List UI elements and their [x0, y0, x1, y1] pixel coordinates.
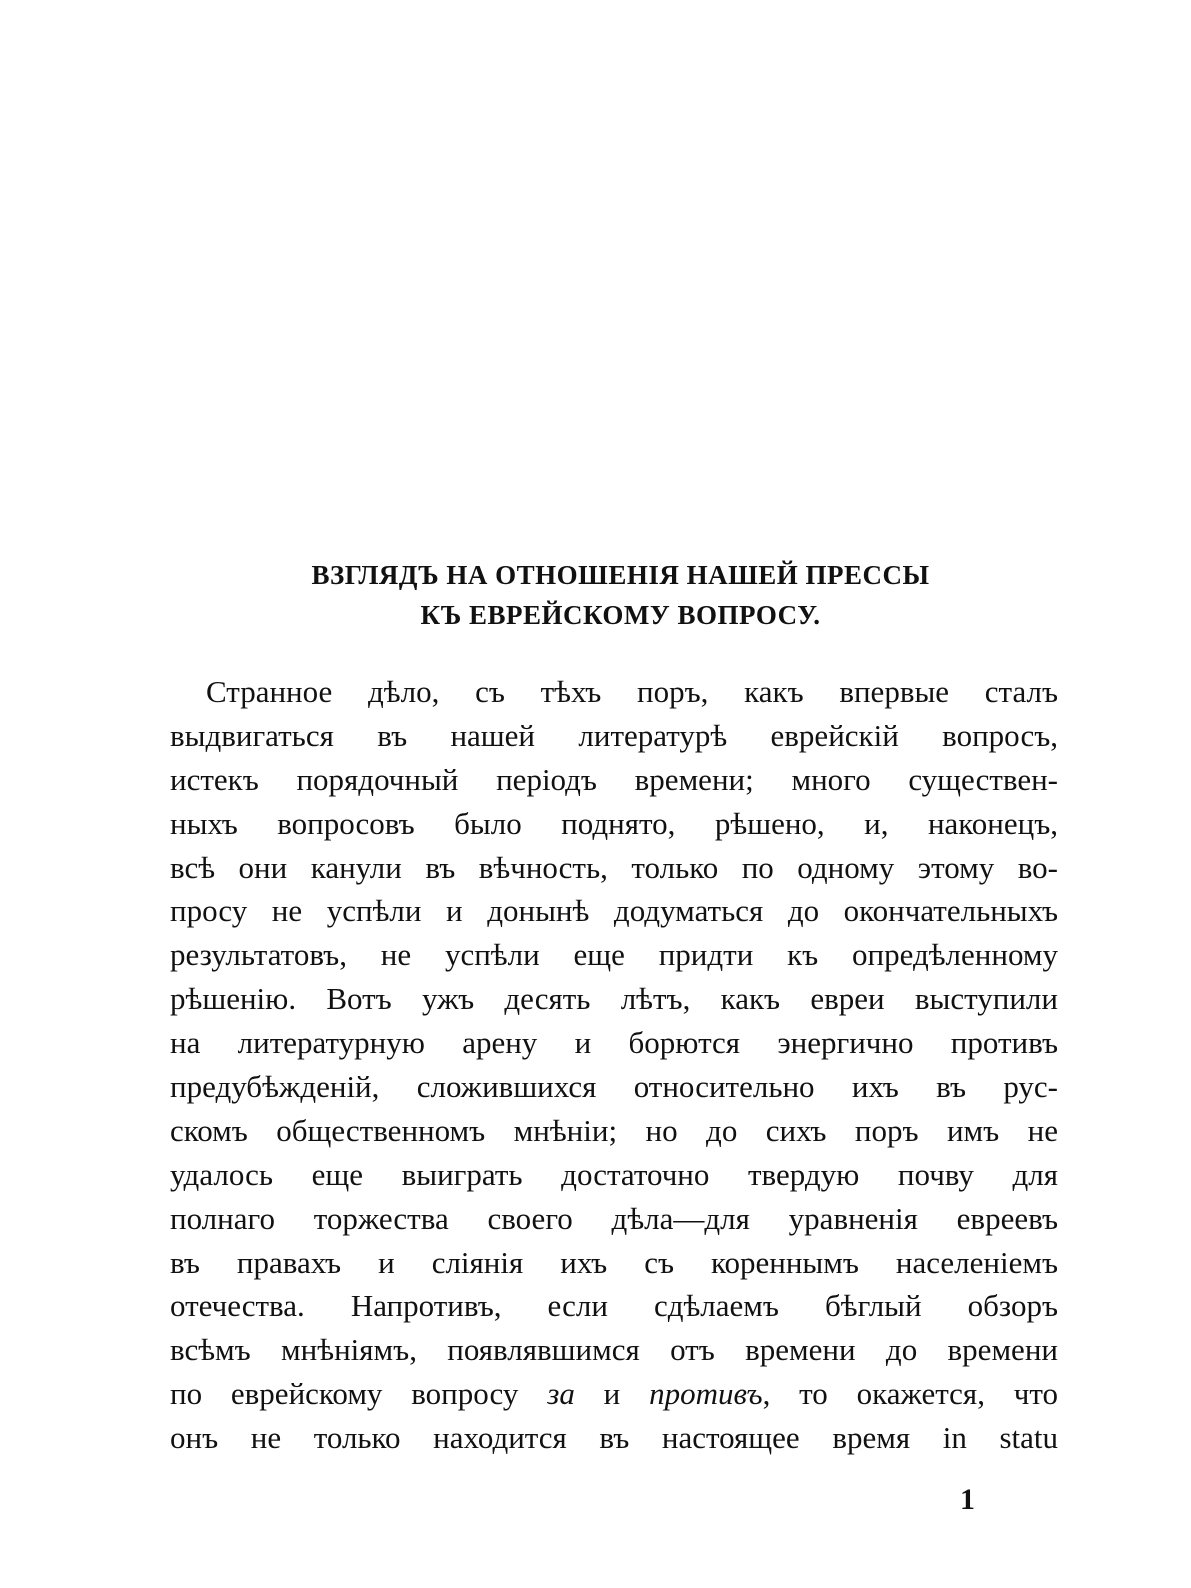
text-line: отечества. Напротивъ, если сдѣлаемъ бѣглый обзоръ — [170, 1288, 1058, 1324]
text-line: въ правахъ и сліянія ихъ съ кореннымъ населеніемъ — [170, 1244, 1058, 1280]
text-line: истекъ порядочный періодъ времени; много существен- — [170, 761, 1058, 797]
italic-word: за — [547, 1376, 575, 1412]
chapter-title-line-2: КЪ ЕВРЕЙСКОМУ ВОПРОСУ. — [420, 600, 821, 630]
text-line: всѣ они канули въ вѣчность, только по одному этому во- — [170, 849, 1058, 885]
text-segment: , то окажется, что — [762, 1376, 1058, 1412]
text-segment: и — [574, 1376, 650, 1412]
text-line: рѣшенію. Вотъ ужъ десять лѣтъ, какъ евреи выступили — [170, 981, 1058, 1017]
page-number: 1 — [960, 1483, 975, 1516]
text-line: полнаго торжества своего дѣла—для уравненія евреевъ — [170, 1200, 1058, 1236]
text-line: Странное дѣло, съ тѣхъ поръ, какъ впервые сталъ — [206, 674, 1058, 709]
text-line: предубѣжденій, сложившихся относительно ихъ въ рус- — [170, 1069, 1058, 1105]
text-line: выдвигаться въ нашей литературѣ еврейскій вопросъ, — [170, 717, 1058, 753]
chapter-title-line-1: ВЗГЛЯДЪ НА ОТНОШЕНІЯ НАШЕЙ ПРЕССЫ — [311, 560, 930, 590]
text-line: результатовъ, не успѣли еще придти къ опредѣленному — [170, 937, 1058, 973]
text-line: всѣмъ мнѣніямъ, появлявшимся отъ времени до времени — [170, 1332, 1058, 1368]
italic-word: противъ — [649, 1376, 763, 1412]
text-line: удалось еще выиграть достаточно твердую почву для — [170, 1156, 1058, 1192]
text-line: просу не успѣли и донынѣ додуматься до окончательныхъ — [170, 893, 1058, 929]
text-line: ныхъ вопросовъ было поднято, рѣшено, и, наконецъ, — [170, 805, 1058, 841]
body-paragraph — [170, 670, 1058, 1460]
text-line — [170, 1372, 1058, 1416]
text-line: онъ не только находится въ настоящее время in statu — [170, 1420, 1058, 1456]
text-segment: по еврейскому вопросу — [170, 1376, 548, 1412]
text-line: на литературную арену и борются энергично противъ — [170, 1025, 1058, 1061]
text-line: скомъ общественномъ мнѣніи; но до сихъ поръ имъ не — [170, 1112, 1058, 1148]
